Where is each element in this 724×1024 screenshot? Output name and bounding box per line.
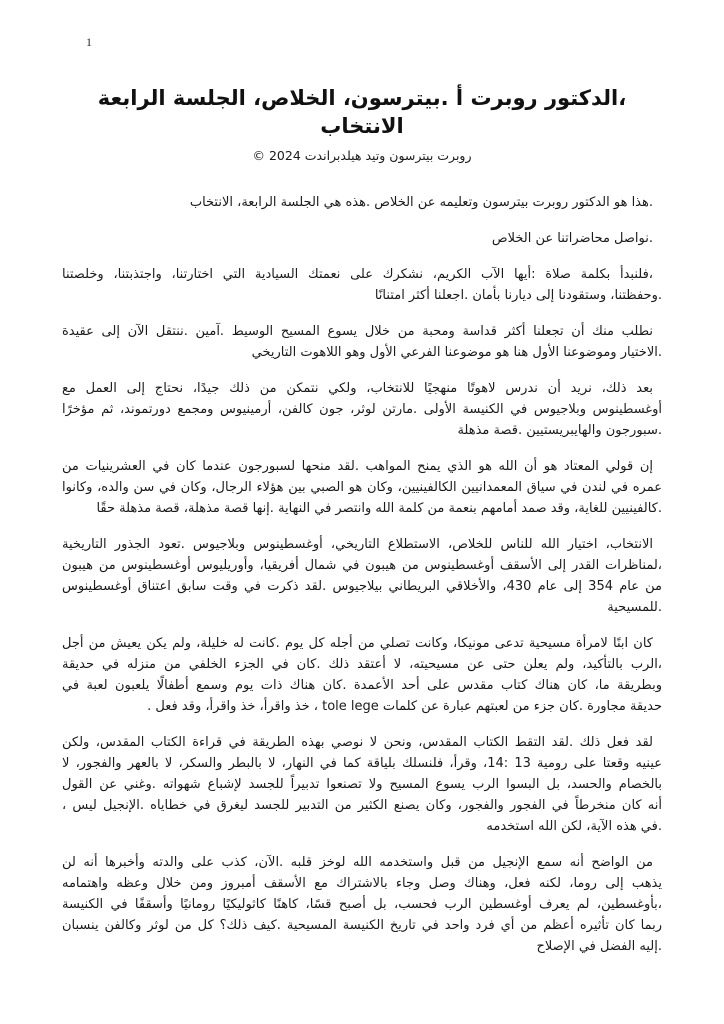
text-line: .وحفظتنا، وستقودنا إلى ديارنا بأمان .اجعلنا أكثر امتنانًا xyxy=(374,288,662,303)
text-line: نطلب منك أن تجعلنا أكثر قداسة ومحبة من خلال يسوع المسيح الوسيط .آمين .ننتقل الآن إلى عقيدة xyxy=(62,324,653,339)
text-line: .الاختيار وموضوعنا الأول هنا هو موضوعنا الفرعي الأول وهو اللاهوت التاريخي xyxy=(251,345,662,360)
paragraph xyxy=(62,633,662,717)
paragraph xyxy=(62,378,662,441)
paragraph xyxy=(62,732,662,837)
page-number: 1 xyxy=(86,35,92,49)
text-line: عمره في لندن في سياق المعمدانيين الكالفينيين، وكان هو الصبي بين هؤلاء الرجال، وكان في سن والده، وكانوا xyxy=(62,480,662,495)
document-body xyxy=(62,192,662,957)
text-line: كان ابنًا لامرأة مسيحية تدعى مونيكا، وكانت تصلي من أجله كل يوم .كانت له خليلة، ولم يكن يعيش من أجل xyxy=(62,636,653,651)
text-line: ،الرب بالتأكيد، ولم يعلن حتى عن مسيحيته، لا أعتقد ذلك .كان في الجزء الخلفي من منزله في حديقة xyxy=(62,657,662,672)
text-line: يذهب إلى روما، لكنه فعل، وهناك وصل وجاء بالاشتراك مع الأسقف أمبروز ومن خلال وعظه واهتمامه xyxy=(62,876,662,891)
text-line: بعد ذلك، نريد أن ندرس لاهوتًا منهجيًا للانتخاب، ولكي نتمكن من ذلك جيدًا، نحتاج إلى العمل مع xyxy=(62,381,653,396)
copyright-byline: روبرت بيترسون وتيد هيلدبراندت 2024 © xyxy=(252,148,472,163)
text-line: .للمسيحية xyxy=(607,600,662,615)
text-line: ،لمناظرات القدر إلى الأسقف أوغسطينوس من هيبون في شمال أفريقيا، وأوريليوس أوغسطينوس من هيبون xyxy=(62,558,662,573)
text-line: .نواصل محاضراتنا عن الخلاص xyxy=(491,231,653,246)
text-line: إن قولي المعتاد هو أن الله هو الذي يمنح المواهب .لقد منحها لسبورجون عندما كان في العشرينيات من xyxy=(62,459,653,474)
text-line: وبطريقة ما، كان هناك كتاب مقدس على أحد الأعمدة .كان هناك ذات يوم وسمع أطفالًا يلعبون لعبة في xyxy=(62,678,662,693)
text-line: ربما كان تأثيره أعظم من أي فرد واحد في تاريخ الكنيسة المسيحية .كيف ذلك؟ كل من لوثر وكالفن ينسبان xyxy=(62,918,662,933)
text-line: الانتخاب، اختيار الله للناس للخلاص، الاستطلاع التاريخي، أوغسطينوس وبلاجيوس .تعود الجذور التاريخية xyxy=(62,537,653,552)
paragraph xyxy=(62,456,662,519)
paragraph xyxy=(62,228,662,249)
text-line: .في هذه الآية، لكن الله استخدمه xyxy=(486,819,662,834)
document-title-line-1: ،الدكتور روبرت أ .بيترسون، الخلاص، الجلسة الرابعة xyxy=(97,86,627,110)
document-page xyxy=(62,84,662,957)
text-line: حديقة مجاورة .كان جزء من لعبتهم عبارة عن كلمات tole lege ، خذ واقرأ، خذ واقرأ، وقد فعل . xyxy=(147,699,662,714)
text-line: لقد فعل ذلك .لقد التقط الكتاب المقدس، ونحن لا نوصي بهذه الطريقة في قراءة الكتاب المقدس، ولكن xyxy=(62,735,653,750)
document-title-line-2: الانتخاب xyxy=(320,114,404,138)
paragraph xyxy=(62,192,662,213)
text-line: .هذا هو الدكتور روبرت بيترسون وتعليمه عن الخلاص .هذه هي الجلسة الرابعة، الانتخاب xyxy=(189,195,653,210)
text-line: .كالفينيين للغاية، وقد صمد أمامهم بنعمة من كلمة الله وانتصر في النهاية .إنها قصة مذهلة، قصة مذهلة حقًا xyxy=(96,501,662,516)
document-title xyxy=(62,84,662,140)
text-line: بالخصام والحسد، بل البسوا الرب يسوع المسيح ولا تصنعوا تدبيراً للجسد لإشباع شهواته .وغني عن القول xyxy=(62,777,662,792)
text-line: .سبورجون والهايبريستيين .قصة مذهلة xyxy=(457,423,662,438)
text-line: عينيه وقعتا على رومية 13 :14، وقرأ، فلنسلك بلياقة كما في النهار، لا بالبطر والسكر، لا بالعهر والفجور، لا xyxy=(62,756,662,771)
text-line: ،فلنبدأ بكلمة صلاة :أيها الآب الكريم، نشكرك على نعمتك السيادية التي اختارتنا، واجتذبتنا، وخلصتنا xyxy=(62,267,653,282)
paragraph xyxy=(62,534,662,618)
text-line: من الواضح أنه سمع الإنجيل من قبل واستخدمه الله لوخز قلبه .الآن، كذب على والدته وأخبرها أنه لن xyxy=(62,855,653,870)
paragraph xyxy=(62,852,662,957)
paragraph xyxy=(62,264,662,306)
text-line: ،بأوغسطين، لم يعرف أوغسطين الرب فحسب، بل أصبح قسًا، كاهنًا كاثوليكيًا رومانيًا وأسقفًا في الكنيسة xyxy=(62,897,662,912)
text-line: من عام 354 إلى عام 430، والأخلاقي البريطاني بيلاجيوس .لقد ذكرت في وقت سابق اعتناق أوغسطينوس xyxy=(62,579,663,594)
text-line: أوغسطينوس وبلاجيوس في الكنيسة الأولى .مارتن لوثر، جون كالفن، أرمينيوس ومجمع دورتموند، ثم مؤخرًا xyxy=(62,402,662,417)
paragraph xyxy=(62,321,662,363)
text-line: .إليه الفضل في الإصلاح xyxy=(536,939,662,954)
text-line: أنه كان منخرطاً في الفجور والفجور، وكان يصنع الكثير من التدبير للجسد ليغرق في خطاياه .الإنجيل ليس ، xyxy=(62,798,662,813)
